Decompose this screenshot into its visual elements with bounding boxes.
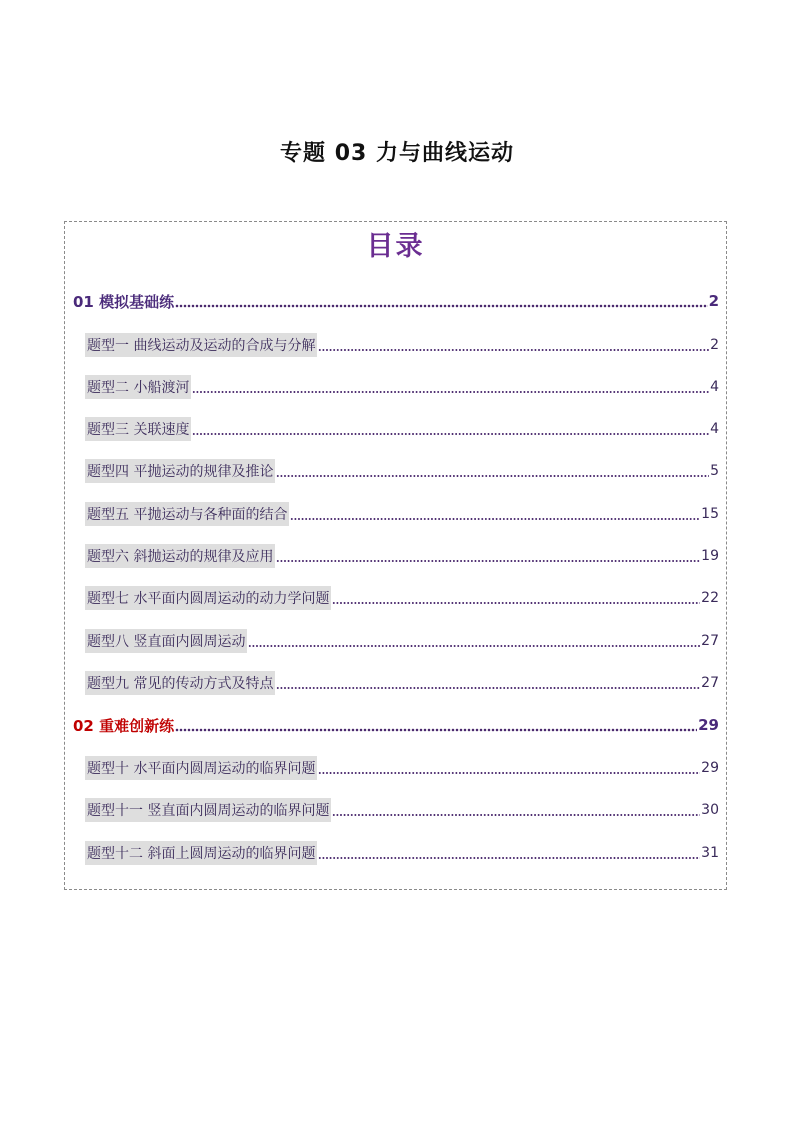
toc-page-number: 15 (701, 506, 719, 522)
toc-page-number: 30 (701, 802, 719, 818)
toc-item[interactable] (65, 332, 726, 358)
toc-item-label: 题型十一 竖直面内圆周运动的临界问题 (85, 798, 331, 822)
dot-leader (318, 771, 700, 775)
toc-page-number: 31 (701, 845, 719, 861)
toc-item[interactable] (65, 585, 726, 611)
dot-leader (276, 686, 700, 690)
toc-page-number: 5 (710, 463, 719, 479)
toc-item-label: 题型一 曲线运动及运动的合成与分解 (85, 333, 317, 357)
toc-item-label: 题型八 竖直面内圆周运动 (85, 629, 247, 653)
toc-item[interactable] (65, 416, 726, 442)
toc-item[interactable] (65, 458, 726, 484)
toc-item[interactable] (65, 840, 726, 866)
toc-item-label: 题型五 平抛运动与各种面的结合 (85, 502, 289, 526)
toc-page-number: 29 (701, 760, 719, 776)
dot-leader (276, 474, 709, 478)
toc-page-number: 27 (701, 675, 719, 691)
toc-section-label: 02 重难创新练 (73, 716, 175, 735)
toc-section-2[interactable] (65, 712, 726, 738)
toc-item-label: 题型二 小船渡河 (85, 375, 191, 399)
dot-leader (332, 813, 700, 817)
toc-item[interactable] (65, 670, 726, 696)
dot-leader (332, 601, 700, 605)
dot-leader (318, 348, 709, 352)
toc-page-number: 19 (701, 548, 719, 564)
toc-item-label: 题型十二 斜面上圆周运动的临界问题 (85, 841, 317, 865)
dot-leader (192, 432, 709, 436)
toc-item[interactable] (65, 501, 726, 527)
toc-section-label: 01 模拟基础练 (73, 292, 175, 311)
toc-page-number: 2 (708, 292, 719, 310)
toc-item[interactable] (65, 797, 726, 823)
toc-item-label: 题型十 水平面内圆周运动的临界问题 (85, 756, 317, 780)
toc-item-label: 题型七 水平面内圆周运动的动力学问题 (85, 586, 331, 610)
toc-heading: 目录 (366, 231, 425, 262)
toc-item[interactable] (65, 374, 726, 400)
toc-page-number: 2 (710, 337, 719, 353)
toc-page-number: 29 (698, 716, 719, 734)
toc-section-1[interactable] (65, 288, 726, 314)
dot-leader (290, 517, 700, 521)
dot-leader (318, 856, 700, 860)
toc-page-number: 22 (701, 590, 719, 606)
toc-item[interactable] (65, 628, 726, 654)
toc-page-number: 4 (710, 421, 719, 437)
toc-item[interactable] (65, 755, 726, 781)
dot-leader (276, 559, 700, 563)
document-title: 专题 03 力与曲线运动 (280, 141, 514, 166)
dot-leader (175, 304, 707, 308)
table-of-contents (64, 221, 727, 890)
toc-item-label: 题型九 常见的传动方式及特点 (85, 671, 275, 695)
toc-page-number: 4 (710, 379, 719, 395)
dot-leader (248, 644, 700, 648)
dot-leader (175, 728, 697, 732)
toc-item-label: 题型三 关联速度 (85, 417, 191, 441)
dot-leader (192, 390, 709, 394)
toc-item[interactable] (65, 543, 726, 569)
toc-item-label: 题型六 斜抛运动的规律及应用 (85, 544, 275, 568)
toc-item-label: 题型四 平抛运动的规律及推论 (85, 459, 275, 483)
toc-page-number: 27 (701, 633, 719, 649)
